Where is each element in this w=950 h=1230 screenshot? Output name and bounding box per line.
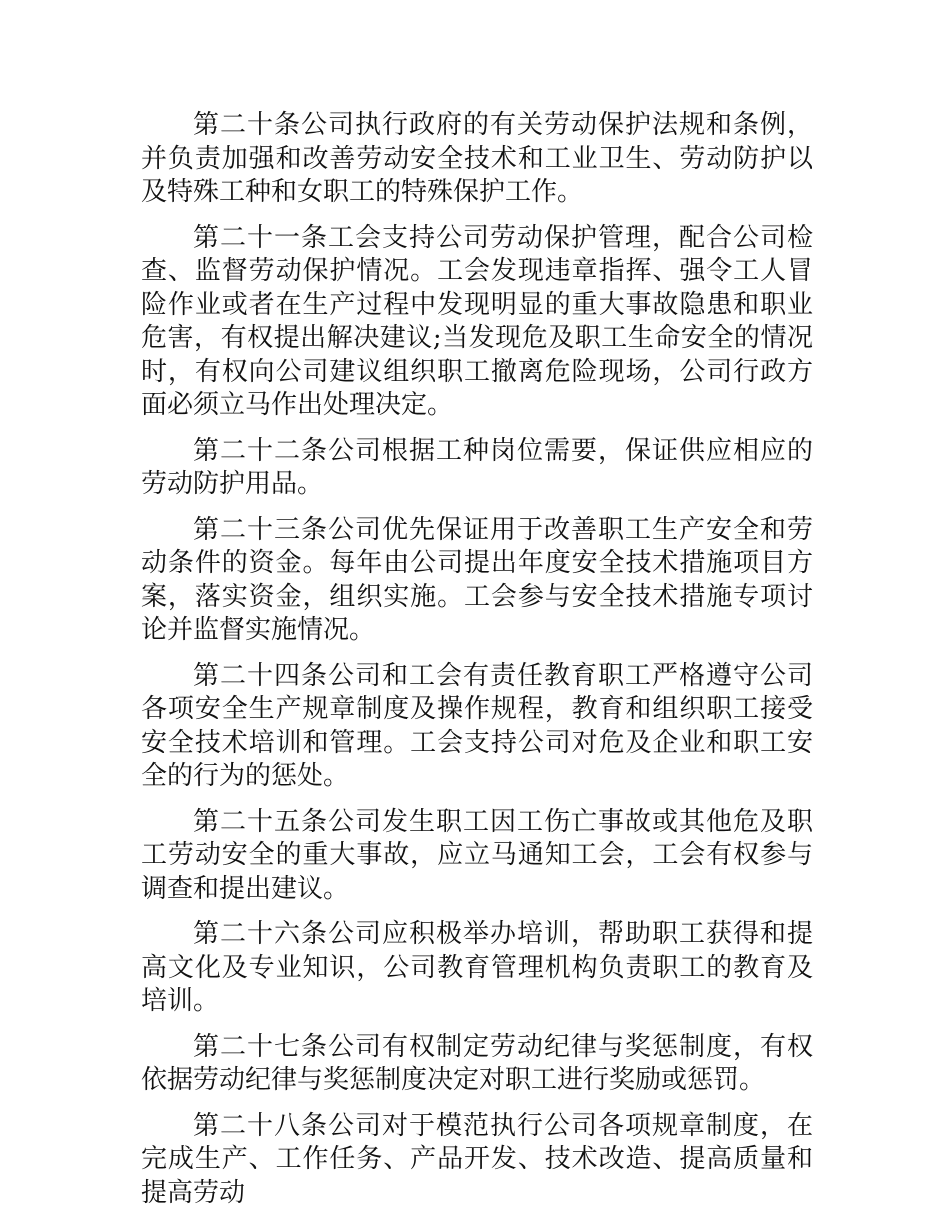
article-20-paragraph: 第二十条公司执行政府的有关劳动保护法规和条例，并负责加强和改善劳动安全技术和工业卫生、劳动防护以及特殊工种和女职工的特殊保护工作。 (141, 110, 813, 207)
document-body (141, 109, 813, 1222)
article-26-paragraph: 第二十六条公司应积极举办培训，帮助职工获得和提高文化及专业知识，公司教育管理机构负责职工的教育及培训。 (141, 919, 813, 1016)
article-23-paragraph: 第二十三条公司优先保证用于改善职工生产安全和劳动条件的资金。每年由公司提出年度安全技术措施项目方案，落实资金，组织实施。工会参与安全技术措施专项讨论并监督实施情况。 (141, 514, 813, 645)
article-25-paragraph: 第二十五条公司发生职工因工伤亡事故或其他危及职工劳动安全的重大事故，应立马通知工会，工会有权参与调查和提出建议。 (141, 806, 813, 904)
article-24-paragraph: 第二十四条公司和工会有责任教育职工严格遵守公司各项安全生产规章制度及操作规程，教育和组织职工接受安全技术培训和管理。工会支持公司对危及企业和职工安全的行为的惩处。 (141, 660, 813, 791)
article-27-paragraph: 第二十七条公司有权制定劳动纪律与奖惩制度，有权依据劳动纪律与奖惩制度决定对职工进行奖励或惩罚。 (141, 1031, 813, 1095)
article-22-paragraph: 第二十二条公司根据工种岗位需要，保证供应相应的劳动防护用品。 (141, 435, 813, 499)
article-21-paragraph: 第二十一条工会支持公司劳动保护管理，配合公司检查、监督劳动保护情况。工会发现违章指挥、强令工人冒险作业或者在生产过程中发现明显的重大事故隐患和职业危害，有权提出解决建议;当发现危及职工生命安全的情况时，有权向公司建议组织职工撤离危险现场，公司行政方面必须立马作出处理决定。 (141, 222, 813, 420)
article-28-paragraph: 第二十八条公司对于模范执行公司各项规章制度，在完成生产、工作任务、产品开发、技术改造、提高质量和提高劳动 (141, 1110, 813, 1208)
